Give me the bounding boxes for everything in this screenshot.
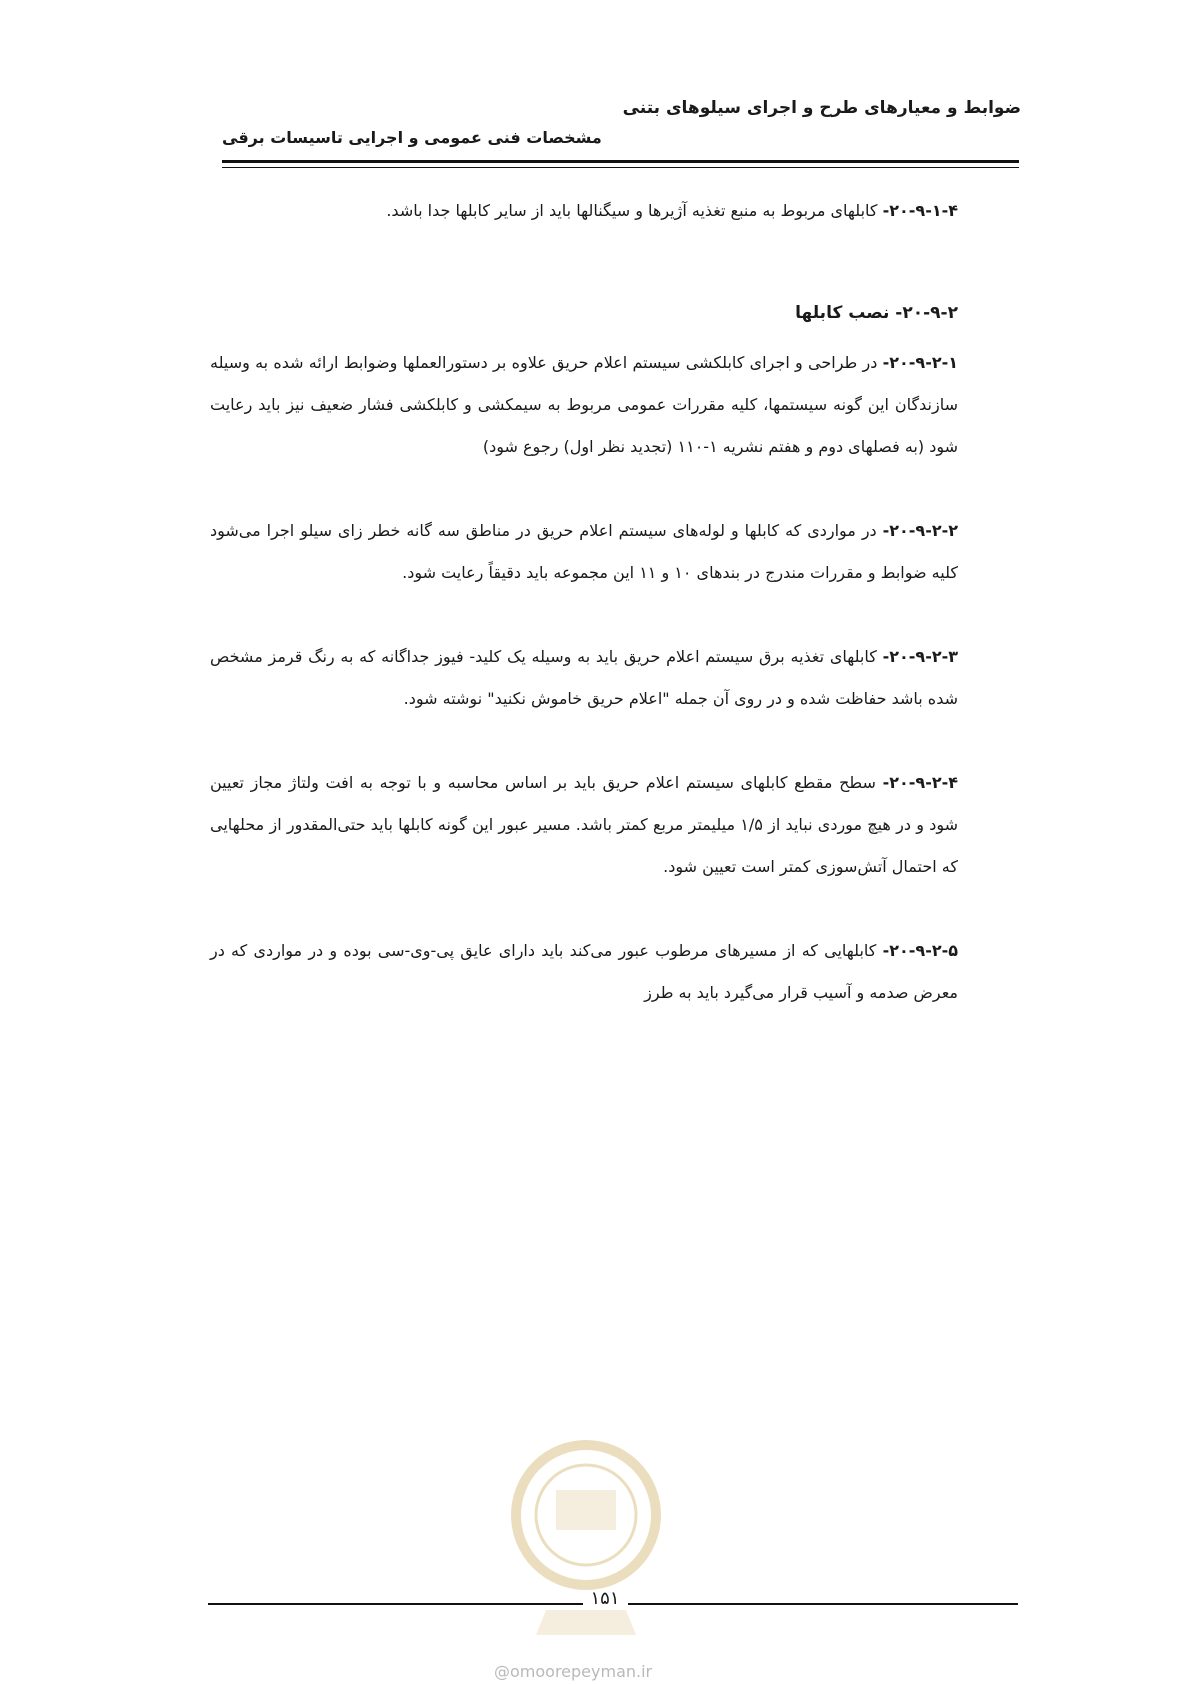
- header-rule-thin: [222, 167, 1019, 168]
- section-heading: ۲۰-۹-۲- نصب کابلها: [795, 303, 958, 323]
- clause-number: ۲۰-۹-۲-۳-: [882, 647, 958, 666]
- footer-rule-left: [208, 1603, 583, 1605]
- paragraph: [210, 190, 958, 232]
- clause-text: کابلهایی که از مسیرهای مرطوب عبور می‌کند باید دارای عایق پی-وی-سی بوده و در مواردی که در معرض صدمه و آسیب قرار می‌گیرد باید به طرز: [210, 941, 958, 1002]
- paragraph: [210, 762, 958, 888]
- header-rule-thick: [222, 160, 1019, 163]
- paragraph: [210, 342, 958, 468]
- page-number: ۱۵۱: [590, 1588, 620, 1609]
- clause-number: ۲۰-۹-۲-۱-: [882, 353, 958, 372]
- clause-text: سطح مقطع کابلهای سیستم اعلام حریق باید بر اساس محاسبه و با توجه به افت ولتاژ مجاز تعیین شود و در هیچ موردی نباید از ۱/۵ میلیمتر مربع کمتر باشد. مسیر عبور این گونه کابلها باید حتی‌المقدور از محلهایی که احتمال آتش‌سوزی کمتر است تعیین شود.: [210, 773, 958, 876]
- watermark-site-text: @omoorepeyman.ir: [494, 1662, 653, 1681]
- clause-number: ۲۰-۹-۲-۴-: [882, 773, 958, 792]
- clause-number: ۲۰-۹-۱-۴-: [882, 201, 958, 220]
- paragraph: [210, 636, 958, 720]
- clause-number: ۲۰-۹-۲-۲-: [882, 521, 958, 540]
- clause-text: کابلهای تغذیه برق سیستم اعلام حریق باید به وسیله یک کلید- فیوز جداگانه که به رنگ قرمز مشخص شده باشد حفاظت شده و در روی آن جمله "اعلام حریق خاموش نکنید" نوشته شود.: [210, 647, 958, 708]
- header-book-title: ضوابط و معیارهای طرح و اجرای سیلوهای بتنی: [622, 98, 1021, 118]
- paragraph: [210, 510, 958, 594]
- footer-rule-right: [628, 1603, 1018, 1605]
- body-text: [210, 190, 958, 1056]
- paragraph: [210, 930, 958, 1014]
- header-chapter-title: مشخصات فنی عمومی و اجرایی تاسیسات برقی: [222, 128, 602, 147]
- clause-text: کابلهای مربوط به منبع تغذیه آژیرها و سیگنالها باید از سایر کابلها جدا باشد.: [386, 201, 883, 220]
- clause-text: در طراحی و اجرای کابلکشی سیستم اعلام حریق علاوه بر دستورالعملها وضوابط ارائه شده به وسیله سازندگان این گونه سیستمها، کلیه مقررات عمومی مربوط به سیمکشی و کابلکشی فشار ضعیف نیز باید رعایت شود (به فصلهای دوم و هفتم نشریه ۱-۱۱۰ (تجدید نظر اول) رجوع شود): [210, 353, 958, 456]
- clause-number: ۲۰-۹-۲-۵-: [882, 941, 958, 960]
- clause-text: در مواردی که کابلها و لوله‌های سیستم اعلام حریق در مناطق سه گانه خطر زای سیلو اجرا می‌شود کلیه ضوابط و مقررات مندرج در بندهای ۱۰ و ۱۱ این مجموعه باید دقیقاً رعایت شود.: [210, 521, 958, 582]
